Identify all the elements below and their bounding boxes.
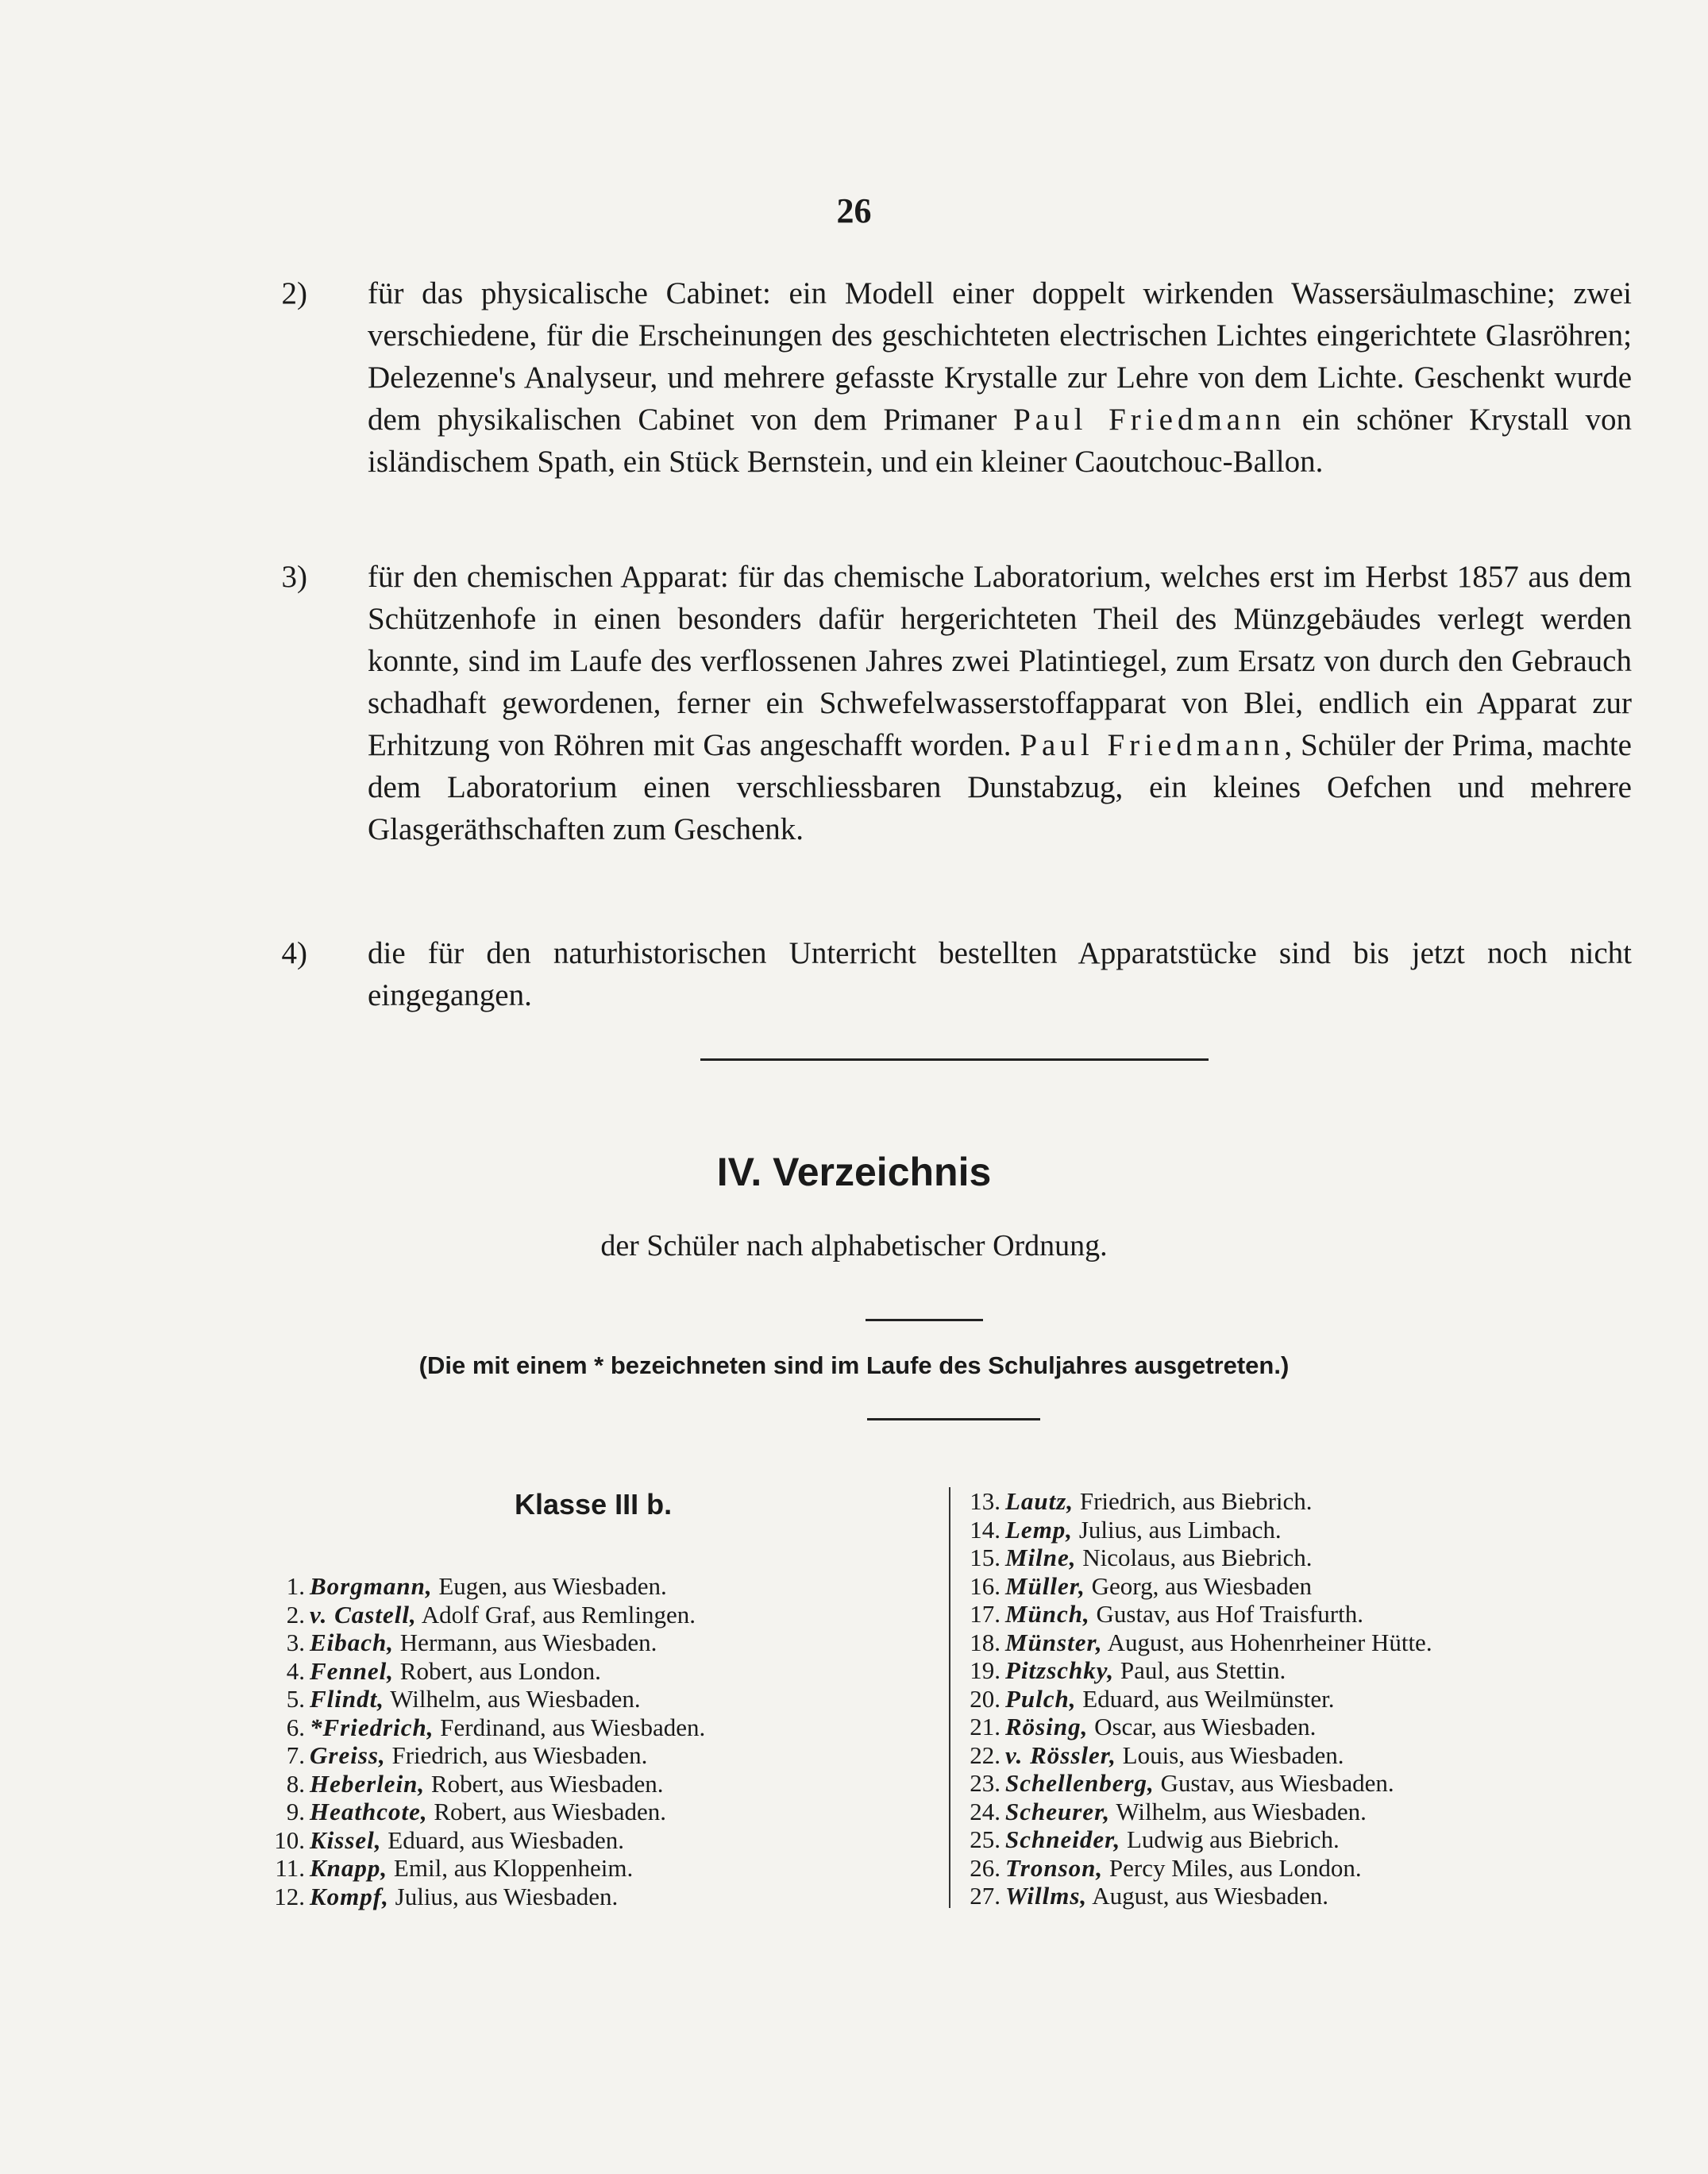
student-details: Nicolaus, aus Biebrich. (1076, 1544, 1313, 1571)
student-entry (953, 1600, 1668, 1629)
divider (867, 1418, 1040, 1420)
column-divider (949, 1487, 950, 1908)
student-entry (953, 1882, 1668, 1910)
student-number: 23. (970, 1769, 1001, 1797)
student-details: Robert, aus London. (394, 1656, 601, 1685)
student-surname: Heathcote, (310, 1798, 428, 1825)
student-details: Julius, aus Limbach. (1073, 1515, 1282, 1544)
student-details: Emil, aus Kloppenheim. (387, 1854, 634, 1882)
student-entry (238, 1826, 921, 1855)
student-number: 3. (286, 1629, 305, 1656)
student-surname: Fennel, (310, 1656, 395, 1685)
student-entry (953, 1825, 1668, 1854)
student-number: 14. (970, 1515, 1001, 1544)
student-surname: v. Castell, (310, 1600, 417, 1629)
student-details: Robert, aus Wiesbaden. (427, 1798, 666, 1825)
student-entry (953, 1713, 1668, 1741)
student-surname: Pitzschky, (1005, 1656, 1115, 1684)
student-number: 1. (286, 1572, 305, 1600)
student-surname: Flindt, (310, 1685, 385, 1713)
student-surname: Eibach, (310, 1629, 395, 1656)
student-surname: Scheurer, (1005, 1797, 1111, 1825)
list-item-2 (281, 272, 1632, 483)
student-details: Ludwig aus Biebrich. (1120, 1825, 1340, 1853)
student-entry (238, 1770, 921, 1798)
student-details: Percy Miles, aus London. (1103, 1853, 1362, 1882)
student-entry (238, 1854, 921, 1883)
student-surname: Müller, (1005, 1571, 1085, 1600)
student-surname: Schneider, (1005, 1825, 1121, 1853)
student-details: Louis, aus Wiesbaden. (1116, 1740, 1344, 1769)
student-number: 26. (970, 1853, 1001, 1882)
student-entry (238, 1798, 921, 1826)
student-number: 17. (970, 1600, 1001, 1628)
student-details: Friedrich, aus Biebrich. (1074, 1487, 1313, 1515)
student-details: Eugen, aus Wiesbaden. (432, 1572, 667, 1600)
student-entry (238, 1657, 921, 1686)
student-number: 21. (970, 1713, 1001, 1740)
section-title: IV. Verzeichnis (716, 1150, 992, 1194)
student-number: 22. (970, 1740, 1001, 1769)
student-number: 10. (274, 1825, 305, 1854)
student-number: 16. (970, 1571, 1001, 1600)
student-list-right (953, 1487, 1668, 1910)
student-entry (953, 1854, 1668, 1883)
student-details: Gustav, aus Hof Traisfurth. (1089, 1600, 1363, 1628)
student-details: Adolf Graf, aus Remlingen. (416, 1600, 696, 1629)
student-entry (238, 1741, 921, 1770)
student-surname: Lautz, (1005, 1487, 1074, 1515)
student-details: Wilhelm, aus Wiesbaden. (1110, 1797, 1367, 1825)
student-entry (953, 1656, 1668, 1685)
student-number: 9. (286, 1798, 305, 1825)
student-surname: v. Rössler, (1005, 1740, 1116, 1769)
person-name: Paul Friedmann (1013, 403, 1286, 437)
student-number: 27. (970, 1882, 1001, 1910)
student-surname: Münch, (1005, 1600, 1090, 1628)
student-entry (953, 1516, 1668, 1544)
student-number: 20. (970, 1684, 1001, 1713)
student-surname: Tronson, (1005, 1853, 1104, 1882)
section-note: (Die mit einem * bezeichneten sind im Laufe des Schuljahres ausgetreten.) (418, 1351, 1290, 1379)
student-number: 6. (286, 1713, 305, 1741)
student-entry (953, 1629, 1668, 1657)
person-name: Paul Friedmann (1020, 728, 1285, 762)
student-number: 12. (274, 1882, 305, 1910)
list-item-3 (281, 556, 1632, 850)
student-entry (238, 1572, 921, 1601)
student-number: 15. (970, 1544, 1001, 1571)
student-surname: Knapp, (310, 1854, 388, 1882)
student-number: 7. (286, 1741, 305, 1769)
student-entry (953, 1544, 1668, 1572)
student-surname: Kissel, (310, 1825, 382, 1854)
student-details: Hermann, aus Wiesbaden. (394, 1629, 657, 1656)
list-item-4 (281, 932, 1632, 1016)
student-number: 18. (970, 1628, 1001, 1656)
student-surname: Milne, (1005, 1544, 1077, 1571)
student-surname: Schellenberg, (1005, 1769, 1155, 1797)
student-list-left (238, 1572, 921, 1910)
student-surname: Borgmann, (310, 1572, 433, 1600)
divider (866, 1319, 983, 1321)
student-details: Georg, aus Wiesbaden (1085, 1571, 1313, 1600)
student-number: 13. (970, 1487, 1001, 1515)
student-number: 8. (286, 1769, 305, 1798)
student-details: Eduard, aus Weilmünster. (1076, 1684, 1335, 1713)
item-text: die für den naturhistorischen Unterricht bestellten Apparatstücke sind bis jetzt noch nicht eingegangen. (368, 936, 1632, 1012)
student-surname: Pulch, (1005, 1684, 1077, 1713)
student-details: Oscar, aus Wiesbaden. (1088, 1713, 1317, 1740)
student-number: 25. (970, 1825, 1001, 1853)
student-entry (953, 1769, 1668, 1798)
student-entry (238, 1601, 921, 1629)
item-text: für den chemischen Apparat: für das chemische Laboratorium, welches erst im Herbst 1857 aus dem Schützenhofe in einen besonders dafür hergerichteten Theil des Münzgebäudes verlegt werden konnte, sind im Laufe des verflossenen Jahres zwei Platintiegel, zum Ersatz von durch den Gebrauch schadhaft gewordenen, ferner ein Schwefelwasserstoffapparat von Blei, endlich ein Apparat zur Erhitzung von Röhren mit Gas angeschafft worden. Paul Friedmann, Schüler der Prima, machte dem Laboratorium einen verschliessbaren Dunstabzug, ein kleines Oefchen und mehrere Glasgeräthschaften zum Geschenk. (368, 560, 1632, 846)
page-number: 26 (836, 191, 872, 230)
student-details: Robert, aus Wiesbaden. (425, 1769, 664, 1798)
student-entry (953, 1685, 1668, 1713)
student-details: Julius, aus Wiesbaden. (388, 1882, 619, 1910)
student-details: August, aus Hohenrheiner Hütte. (1102, 1628, 1432, 1656)
divider (700, 1058, 1209, 1061)
item-text: für das physicalische Cabinet: ein Modell einer doppelt wirkenden Wassersäulmaschine; zwei verschiedene, für die Erscheinungen des geschichteten electrischen Lichtes eingerichtete Glasröhren; Delezenne's Analyseur, und mehrere gefasste Krystalle zur Lehre von dem Lichte. Geschenkt wurde dem physikalischen Cabinet von dem Primaner Paul Friedmann ein schöner Krystall von isländischem Spath, ein Stück Bernstein, und ein kleiner Caoutchouc-Ballon. (368, 276, 1632, 479)
student-details: August, aus Wiesbaden. (1087, 1882, 1329, 1910)
item-number: 2) (281, 276, 307, 310)
student-entry (238, 1713, 921, 1742)
student-surname: Münster, (1005, 1628, 1103, 1656)
student-surname: Heberlein, (310, 1769, 426, 1798)
student-entry (953, 1572, 1668, 1601)
student-entry (238, 1629, 921, 1657)
student-number: 5. (286, 1685, 305, 1713)
student-details: Wilhelm, aus Wiesbaden. (384, 1685, 641, 1713)
student-entry (953, 1798, 1668, 1826)
student-details: Ferdinand, aus Wiesbaden. (434, 1713, 706, 1741)
student-surname: *Friedrich, (310, 1713, 434, 1741)
student-details: Friedrich, aus Wiesbaden. (385, 1741, 648, 1769)
student-details: Eduard, aus Wiesbaden. (381, 1825, 625, 1854)
student-number: 19. (970, 1656, 1001, 1684)
student-number: 2. (286, 1600, 305, 1629)
student-surname: Greiss, (310, 1741, 386, 1769)
student-entry (238, 1883, 921, 1911)
student-surname: Rösing, (1005, 1713, 1089, 1740)
student-entry (953, 1487, 1668, 1516)
item-number: 3) (281, 560, 307, 594)
student-number: 11. (275, 1854, 305, 1882)
student-number: 4. (286, 1656, 305, 1685)
item-number: 4) (281, 936, 307, 970)
student-number: 24. (970, 1797, 1001, 1825)
student-details: Gustav, aus Wiesbaden. (1154, 1769, 1394, 1797)
student-entry (238, 1685, 921, 1713)
class-title: Klasse III b. (515, 1488, 673, 1521)
student-surname: Lemp, (1005, 1515, 1074, 1544)
student-entry (953, 1741, 1668, 1770)
student-surname: Kompf, (310, 1882, 389, 1910)
student-surname: Willms, (1005, 1882, 1088, 1910)
student-details: Paul, aus Stettin. (1114, 1656, 1286, 1684)
section-subtitle: der Schüler nach alphabetischer Ordnung. (600, 1229, 1108, 1262)
